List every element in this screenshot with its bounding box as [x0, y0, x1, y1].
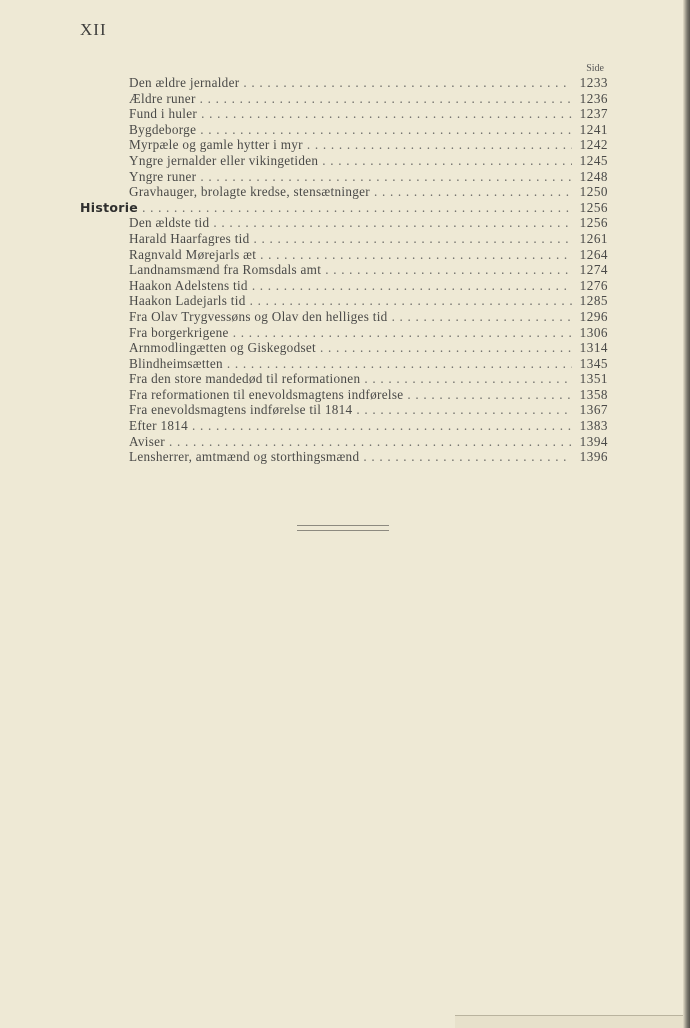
toc-entry-title: Haakon Adelstens tid	[129, 277, 248, 293]
toc-entry-page: 1396	[579, 449, 608, 465]
toc-entry-page: 1383	[579, 418, 608, 434]
toc-entry	[80, 434, 608, 450]
toc-entry-page: 1274	[579, 262, 608, 278]
toc-entry-title: Bygdeborge	[129, 121, 197, 137]
toc-entry-page: 1358	[579, 386, 608, 402]
table-of-contents	[80, 75, 608, 465]
toc-entry-page: 1367	[579, 402, 608, 418]
dot-leader	[392, 309, 572, 325]
toc-entry	[80, 325, 608, 341]
toc-entry	[80, 309, 608, 325]
dot-leader	[200, 122, 572, 138]
dot-leader	[364, 371, 572, 387]
dot-leader	[213, 215, 572, 231]
toc-entry-title: Fund i huler	[129, 106, 198, 122]
toc-entry	[80, 106, 608, 122]
toc-entry	[80, 137, 608, 153]
toc-entry-page: 1241	[579, 121, 608, 137]
dot-leader	[307, 137, 572, 153]
dot-leader	[169, 434, 572, 450]
toc-entry-title: Yngre jernalder eller vikingetiden	[129, 152, 319, 168]
toc-entry	[80, 75, 608, 91]
dot-leader	[320, 340, 572, 356]
dot-leader	[356, 402, 572, 418]
dot-leader	[250, 293, 572, 309]
toc-entry-page: 1345	[579, 355, 608, 371]
toc-entry-page: 1237	[579, 106, 608, 122]
toc-entry-title: Fra reformationen til enevoldsmagtens indførelse	[129, 386, 404, 402]
toc-entry-page: 1276	[579, 277, 608, 293]
page-fold	[455, 1015, 683, 1028]
toc-entry	[80, 184, 608, 200]
toc-entry	[80, 449, 608, 465]
toc-entry	[80, 340, 608, 356]
page-number: XII	[80, 20, 107, 39]
toc-entry-page: 1306	[579, 324, 608, 340]
toc-entry-page: 1285	[579, 293, 608, 309]
dot-leader	[325, 262, 572, 278]
toc-entry-title: Fra den store mandedød til reformationen	[129, 371, 361, 387]
toc-entry	[80, 231, 608, 247]
toc-entry-title: Fra enevoldsmagtens indførelse til 1814	[129, 402, 353, 418]
page-column-label: Side	[586, 63, 604, 74]
toc-entry-page: 1245	[579, 152, 608, 168]
toc-entry-title: Den ældste tid	[129, 215, 210, 231]
dot-leader	[363, 449, 572, 465]
toc-entry	[80, 247, 608, 263]
toc-entry	[80, 91, 608, 107]
toc-entry	[80, 402, 608, 418]
dot-leader	[243, 75, 572, 91]
toc-entry-title: Harald Haarfagres tid	[129, 230, 250, 246]
section-divider	[297, 525, 389, 531]
toc-entry-title: Myrpæle og gamle hytter i myr	[129, 137, 303, 153]
toc-entry	[80, 371, 608, 387]
toc-entry-page: 1256	[579, 215, 608, 231]
toc-entry	[80, 278, 608, 294]
dot-leader	[322, 153, 572, 169]
toc-entry-title: Aviser	[129, 433, 165, 449]
toc-entry	[80, 215, 608, 231]
toc-entry-page: 1256	[579, 199, 608, 215]
toc-entry-title: Fra Olav Trygvessøns og Olav den helliges tid	[129, 308, 388, 324]
toc-entry	[80, 169, 608, 185]
toc-entry	[80, 122, 608, 138]
toc-entry-page: 1264	[579, 246, 608, 262]
dot-leader	[201, 106, 572, 122]
toc-entry	[80, 262, 608, 278]
toc-entry	[80, 356, 608, 372]
toc-entry-page: 1233	[579, 75, 608, 90]
dot-leader	[142, 200, 572, 216]
toc-section-heading	[80, 200, 608, 216]
toc-entry-title: Yngre runer	[129, 168, 197, 184]
toc-entry	[80, 387, 608, 403]
toc-entry-page: 1242	[579, 137, 608, 153]
toc-entry	[80, 153, 608, 169]
toc-entry-page: 1250	[579, 184, 608, 200]
toc-entry-page: 1236	[579, 90, 608, 106]
toc-entry	[80, 418, 608, 434]
toc-entry-title: Ragnvald Mørejarls æt	[129, 246, 257, 262]
toc-entry-title: Ældre runer	[129, 90, 196, 106]
toc-entry-page: 1248	[579, 168, 608, 184]
dot-leader	[260, 247, 572, 263]
toc-entry-title: Efter 1814	[129, 418, 189, 434]
toc-entry-title: Historie	[80, 199, 139, 215]
dot-leader	[374, 184, 572, 200]
toc-entry-title: Blindheimsætten	[129, 355, 223, 371]
dot-leader	[192, 418, 572, 434]
toc-entry-page: 1261	[579, 230, 608, 246]
dot-leader	[233, 325, 572, 341]
dot-leader	[200, 169, 572, 185]
toc-entry-title: Gravhauger, brolagte kredse, stensætninger	[129, 184, 370, 200]
toc-entry-page: 1296	[579, 308, 608, 324]
toc-entry-page: 1314	[579, 340, 608, 356]
toc-entry-title: Arnmodlingætten og Giskegodset	[129, 340, 317, 356]
toc-entry-title: Haakon Ladejarls tid	[129, 293, 246, 309]
toc-entry-title: Landnamsmænd fra Romsdals amt	[129, 262, 322, 278]
dot-leader	[407, 387, 572, 403]
toc-entry-page: 1394	[579, 433, 608, 449]
page-edge	[683, 0, 690, 1028]
toc-entry	[80, 293, 608, 309]
dot-leader	[252, 278, 572, 294]
toc-entry-title: Fra borgerkrigene	[129, 324, 229, 340]
dot-leader	[200, 91, 572, 107]
dot-leader	[227, 356, 572, 372]
toc-entry-title: Den ældre jernalder	[129, 75, 240, 90]
toc-entry-page: 1351	[579, 371, 608, 387]
dot-leader	[254, 231, 572, 247]
toc-entry-title: Lensherrer, amtmænd og storthingsmænd	[129, 449, 360, 465]
